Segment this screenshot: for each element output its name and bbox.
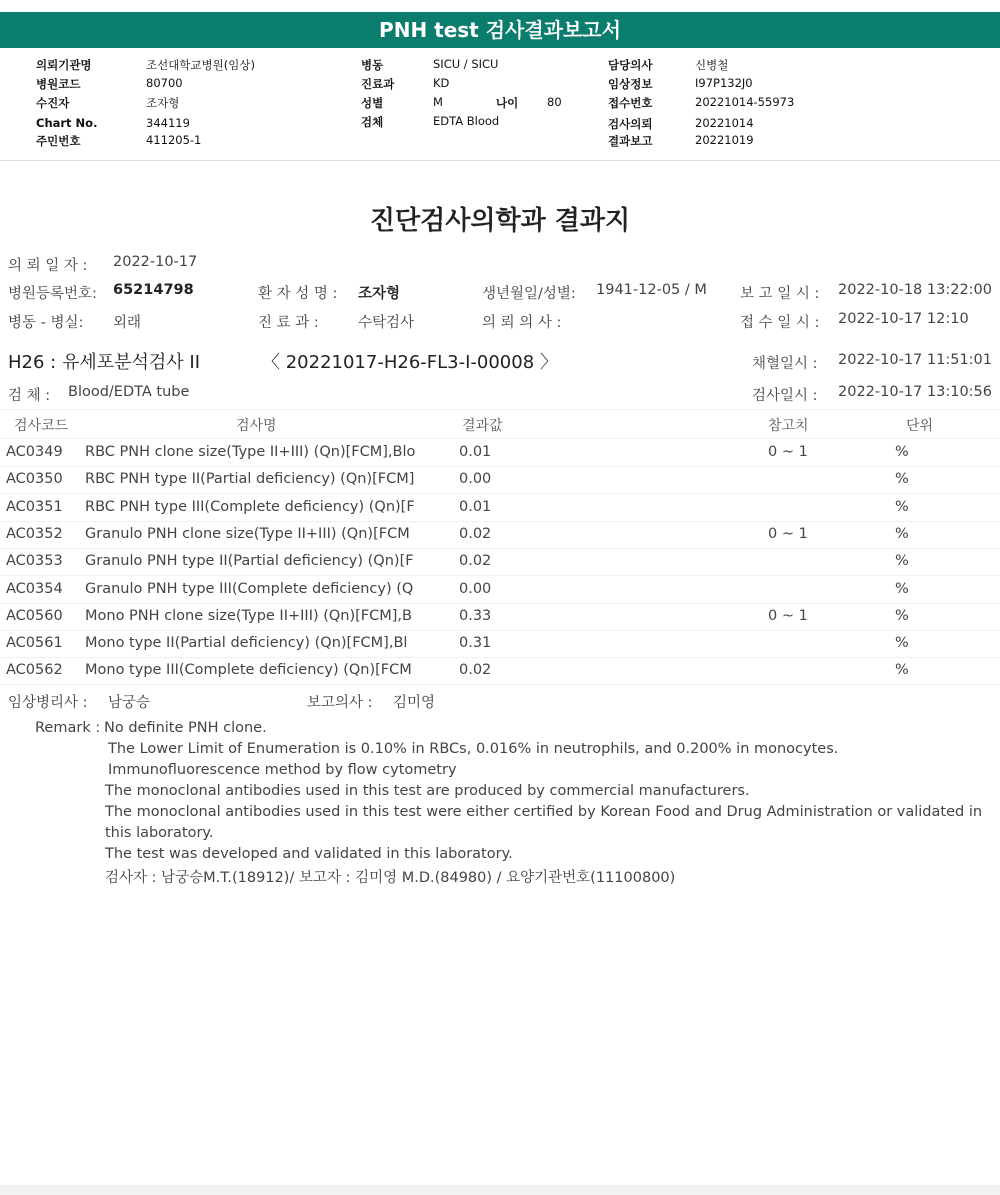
specimen-value: Blood/EDTA tube <box>68 384 190 400</box>
report-doctor-label: 보고의사 : <box>307 695 373 711</box>
dept-value: 수탁검사 <box>358 315 415 331</box>
header-code: 검사코드 <box>14 418 69 434</box>
patient-label: 수진자 <box>36 96 70 110</box>
cell-code: AC0353 <box>6 553 63 570</box>
cell-name: Granulo PNH clone size(Type II+III) (Qn)[FCM <box>85 525 410 542</box>
reg-no: 65214798 <box>113 282 194 298</box>
table-row <box>0 521 1000 549</box>
cell-value: 0.01 <box>459 444 492 460</box>
cell-name: Mono type III(Complete deficiency) (Qn)[FCM <box>85 662 412 679</box>
referring-doctor-label: 의 뢰 의 사 : <box>482 315 562 331</box>
remark-line: The monoclonal antibodies used in this test were either certified by Korean Food and Drug Administration or validated in <box>105 804 983 820</box>
cell-code: AC0351 <box>6 498 63 515</box>
table-row <box>0 466 1000 494</box>
cell-value: 0.33 <box>459 607 492 624</box>
patient-name: 조자형 <box>358 286 401 302</box>
table-row <box>0 494 1000 522</box>
test-time-label: 검사일시 : <box>752 388 818 404</box>
specimen-label: 검체 <box>361 115 384 129</box>
cell-reference: 0 ~ 1 <box>768 444 808 460</box>
tech-name: 남궁승 <box>108 695 151 711</box>
report-time: 2022-10-18 13:22:00 <box>838 282 992 298</box>
report-banner <box>0 0 1000 161</box>
ward-room: 외래 <box>113 315 142 331</box>
dept-value: KD <box>433 76 450 90</box>
result-sheet <box>0 172 1000 1187</box>
request-date-label: 의 뢰 일 자 : <box>8 258 88 274</box>
patient-value: 조자형 <box>146 96 180 110</box>
dept-label: 진 료 과 : <box>258 315 319 331</box>
cell-unit: % <box>895 444 909 460</box>
sex-value: M <box>433 95 443 109</box>
remark-line: 검사자 : 남궁승M.T.(18912)/ 보고자 : 김미영 M.D.(84980) / 요양기관번호(11100800) <box>105 870 676 886</box>
reg-no-label: 병원등록번호: <box>8 286 97 302</box>
cell-value: 0.31 <box>459 635 492 652</box>
collect-time-label: 채혈일시 : <box>752 356 818 372</box>
cell-code: AC0349 <box>6 444 63 460</box>
header-reference: 참고치 <box>768 418 809 434</box>
patient-name-label: 환 자 성 명 : <box>258 286 338 302</box>
institution-value: 조선대학교병원(임상) <box>146 58 255 72</box>
cell-code: AC0561 <box>6 635 63 652</box>
cell-unit: % <box>895 635 909 652</box>
header-name: 검사명 <box>236 418 277 434</box>
cell-name: Granulo PNH type II(Partial deficiency) (Qn)[F <box>85 553 414 570</box>
ward-room-label: 병동 - 병실: <box>8 315 84 331</box>
page-footer <box>0 1185 1000 1195</box>
receipt-time: 2022-10-17 12:10 <box>838 311 969 327</box>
banner-title: PNH test 검사결과보고서 <box>0 12 1000 48</box>
cell-unit: % <box>895 662 909 679</box>
specimen-label: 검 체 : <box>8 388 51 404</box>
remark-line: this laboratory. <box>105 825 214 841</box>
cell-unit: % <box>895 471 909 488</box>
cell-name: RBC PNH clone size(Type II+III) (Qn)[FCM],Blo <box>85 444 416 460</box>
sex-label: 성별 <box>361 96 384 110</box>
remark-line: The Lower Limit of Enumeration is 0.10% in RBCs, 0.016% in neutrophils, and 0.200% in monocytes. <box>108 741 839 757</box>
request-date-value: 20221014 <box>695 116 754 130</box>
hospital-code-value: 80700 <box>146 76 183 90</box>
cell-name: RBC PNH type II(Partial deficiency) (Qn)[FCM] <box>85 471 415 488</box>
header-value: 결과값 <box>462 418 503 434</box>
test-id: 〈 20221017-H26-FL3-I-00008 〉 <box>262 352 558 373</box>
sheet-title: 진단검사의학과 결과지 <box>369 206 631 236</box>
cell-value: 0.00 <box>459 580 492 597</box>
cell-name: Mono PNH clone size(Type II+III) (Qn)[FCM],B <box>85 607 412 624</box>
table-row <box>0 439 1000 467</box>
remark-line: Immunofluorescence method by flow cytometry <box>108 762 457 778</box>
cell-reference: 0 ~ 1 <box>768 525 808 542</box>
cell-code: AC0352 <box>6 525 63 542</box>
table-row <box>0 576 1000 604</box>
doctor-label: 담당의사 <box>608 58 653 72</box>
results-table-header <box>0 409 1000 439</box>
clinical-info-label: 임상정보 <box>608 77 653 91</box>
table-row <box>0 548 1000 576</box>
age-label: 나이 <box>496 96 519 110</box>
ward-value: SICU / SICU <box>433 57 499 71</box>
dob-label: 생년월일/성별: <box>482 286 576 302</box>
cell-name: Mono type II(Partial deficiency) (Qn)[FCM],Bl <box>85 635 408 652</box>
remark-line: The monoclonal antibodies used in this test are produced by commercial manufacturers. <box>105 783 750 799</box>
dept-label: 진료과 <box>361 77 395 91</box>
cell-unit: % <box>895 498 909 515</box>
table-row <box>0 657 1000 685</box>
remark-label: Remark : <box>35 720 101 736</box>
hospital-code-label: 병원코드 <box>36 77 81 91</box>
test-title: H26 : 유세포분석검사 II <box>8 352 201 373</box>
cell-value: 0.02 <box>459 553 492 570</box>
report-doctor-name: 김미영 <box>393 695 436 711</box>
rrn-value: 411205-1 <box>146 133 202 147</box>
cell-value: 0.02 <box>459 662 492 679</box>
collect-time: 2022-10-17 11:51:01 <box>838 352 992 368</box>
cell-code: AC0354 <box>6 580 63 597</box>
cell-unit: % <box>895 553 909 570</box>
cell-code: AC0562 <box>6 662 63 679</box>
institution-label: 의뢰기관명 <box>36 58 92 72</box>
cell-value: 0.00 <box>459 471 492 488</box>
cell-name: Granulo PNH type III(Complete deficiency) (Q <box>85 580 414 597</box>
report-date-value: 20221019 <box>695 133 754 147</box>
table-row <box>0 603 1000 631</box>
doctor-value: 신병철 <box>695 58 729 72</box>
report-date-label: 결과보고 <box>608 134 653 148</box>
cell-unit: % <box>895 607 909 624</box>
header-unit: 단위 <box>906 418 934 434</box>
receipt-time-label: 접 수 일 시 : <box>740 315 820 331</box>
specimen-value: EDTA Blood <box>433 114 500 128</box>
chart-no-value: 344119 <box>146 116 190 130</box>
request-date-label: 검사의뢰 <box>608 117 653 131</box>
clinical-info-value: I97P132J0 <box>695 76 753 90</box>
cell-unit: % <box>895 525 909 542</box>
table-row <box>0 630 1000 658</box>
rrn-label: 주민번호 <box>36 134 81 148</box>
receipt-no-value: 20221014-55973 <box>695 95 795 109</box>
ward-label: 병동 <box>361 58 384 72</box>
cell-code: AC0560 <box>6 607 63 624</box>
remark-line: No definite PNH clone. <box>104 720 267 736</box>
age-value: 80 <box>547 95 562 109</box>
cell-value: 0.01 <box>459 498 492 515</box>
cell-reference: 0 ~ 1 <box>768 607 808 624</box>
report-time-label: 보 고 일 시 : <box>740 286 820 302</box>
remark-line: The test was developed and validated in this laboratory. <box>105 846 513 862</box>
dob-value: 1941-12-05 / M <box>596 282 707 298</box>
tech-label: 임상병리사 : <box>8 695 88 711</box>
cell-code: AC0350 <box>6 471 63 488</box>
cell-value: 0.02 <box>459 525 492 542</box>
cell-unit: % <box>895 580 909 597</box>
receipt-no-label: 접수번호 <box>608 96 653 110</box>
request-date: 2022-10-17 <box>113 254 198 270</box>
cell-name: RBC PNH type III(Complete deficiency) (Qn)[F <box>85 498 415 515</box>
chart-no-label: Chart No. <box>36 116 98 130</box>
test-time: 2022-10-17 13:10:56 <box>838 384 992 400</box>
